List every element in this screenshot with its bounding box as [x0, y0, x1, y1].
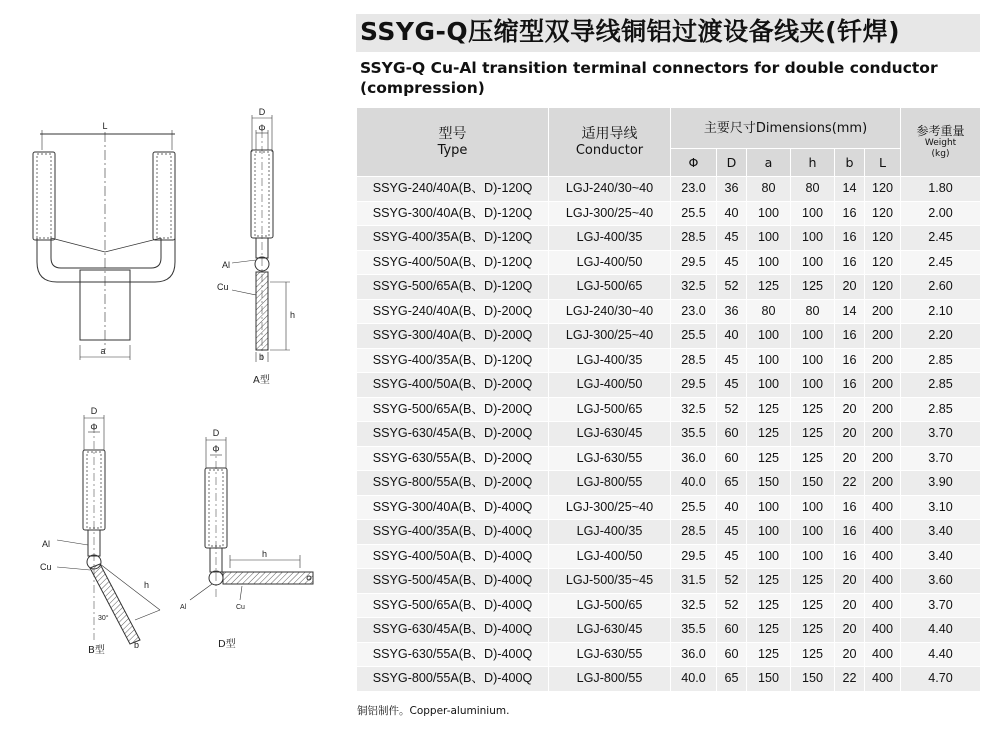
cell-phi: 25.5: [671, 201, 717, 226]
cell-b: 14: [835, 177, 865, 202]
cell-conductor: LGJ-400/35: [549, 348, 671, 373]
cell-type: SSYG-630/55A(B、D)-200Q: [357, 446, 549, 471]
header-dim-h: h: [791, 149, 835, 177]
cell-h: 125: [791, 275, 835, 300]
cell-weight: 2.60: [901, 275, 981, 300]
cell-a: 125: [747, 569, 791, 594]
cell-type: SSYG-630/45A(B、D)-200Q: [357, 422, 549, 447]
cell-l: 120: [865, 250, 901, 275]
cell-d: 60: [717, 642, 747, 667]
cell-h: 125: [791, 642, 835, 667]
b-type-label-D: D: [90, 406, 98, 416]
cell-l: 400: [865, 593, 901, 618]
cell-l: 200: [865, 446, 901, 471]
cell-d: 45: [717, 348, 747, 373]
cell-b: 20: [835, 593, 865, 618]
cell-phi: 35.5: [671, 422, 717, 447]
cell-l: 120: [865, 177, 901, 202]
b-type-label-b: b: [134, 640, 140, 650]
d-type-label-D: D: [212, 428, 220, 438]
a-type-caption: A型: [253, 375, 270, 386]
d-type-label-al: Al: [180, 604, 187, 611]
cell-a: 100: [747, 348, 791, 373]
cell-d: 52: [717, 569, 747, 594]
cell-b: 16: [835, 201, 865, 226]
cell-type: SSYG-800/55A(B、D)-400Q: [357, 667, 549, 692]
cell-a: 100: [747, 520, 791, 545]
cell-d: 52: [717, 397, 747, 422]
cell-phi: 23.0: [671, 299, 717, 324]
table-row: [357, 520, 981, 545]
header-weight: 参考重量 Weight (kg): [901, 108, 981, 177]
main-view-label-L: L: [102, 121, 108, 131]
footnote: 铜铝制件。Copper-aluminium.: [357, 705, 510, 717]
spec-table-body: [357, 177, 981, 692]
cell-a: 100: [747, 226, 791, 251]
cell-d: 40: [717, 324, 747, 349]
cell-weight: 3.10: [901, 495, 981, 520]
cell-l: 120: [865, 226, 901, 251]
cell-phi: 23.0: [671, 177, 717, 202]
table-row: [357, 397, 981, 422]
cell-a: 80: [747, 177, 791, 202]
cell-a: 100: [747, 373, 791, 398]
cell-a: 125: [747, 618, 791, 643]
header-dim-phi: Φ: [671, 149, 717, 177]
cell-h: 125: [791, 569, 835, 594]
cell-type: SSYG-300/40A(B、D)-400Q: [357, 495, 549, 520]
cell-conductor: LGJ-240/30~40: [549, 177, 671, 202]
cell-h: 100: [791, 348, 835, 373]
cell-b: 16: [835, 520, 865, 545]
cell-weight: 2.85: [901, 397, 981, 422]
cell-phi: 29.5: [671, 250, 717, 275]
cell-weight: 3.60: [901, 569, 981, 594]
b-type-label-phi: Φ: [90, 422, 98, 432]
b-type-label-h: h: [144, 580, 150, 590]
table-row: [357, 226, 981, 251]
cell-conductor: LGJ-500/65: [549, 275, 671, 300]
b-type-drawing: [57, 415, 160, 644]
cell-h: 125: [791, 397, 835, 422]
cell-d: 52: [717, 275, 747, 300]
table-row: [357, 495, 981, 520]
cell-d: 60: [717, 618, 747, 643]
cell-weight: 3.70: [901, 446, 981, 471]
spec-table: [356, 107, 981, 692]
cell-d: 65: [717, 471, 747, 496]
table-row: [357, 471, 981, 496]
a-type-label-D: D: [258, 107, 266, 117]
cell-phi: 32.5: [671, 397, 717, 422]
cell-conductor: LGJ-500/65: [549, 593, 671, 618]
cell-conductor: LGJ-240/30~40: [549, 299, 671, 324]
cell-b: 16: [835, 324, 865, 349]
cell-type: SSYG-400/35A(B、D)-120Q: [357, 226, 549, 251]
b-type-caption: B型: [88, 645, 105, 656]
cell-b: 20: [835, 422, 865, 447]
cell-weight: 3.40: [901, 544, 981, 569]
page-title: SSYG-Q压缩型双导线铜铝过渡设备线夹(钎焊): [360, 17, 900, 46]
cell-phi: 31.5: [671, 569, 717, 594]
header-dimensions: 主要尺寸Dimensions(mm): [671, 108, 901, 149]
cell-phi: 32.5: [671, 593, 717, 618]
cell-l: 200: [865, 299, 901, 324]
header-type: 型号 Type: [357, 108, 549, 177]
cell-h: 125: [791, 422, 835, 447]
cell-b: 16: [835, 373, 865, 398]
cell-type: SSYG-400/50A(B、D)-400Q: [357, 544, 549, 569]
cell-h: 150: [791, 667, 835, 692]
table-row: [357, 593, 981, 618]
a-type-label-b: b: [259, 352, 265, 362]
table-row: [357, 422, 981, 447]
cell-a: 125: [747, 642, 791, 667]
cell-h: 125: [791, 446, 835, 471]
cell-a: 125: [747, 446, 791, 471]
cell-d: 52: [717, 593, 747, 618]
cell-phi: 32.5: [671, 275, 717, 300]
cell-type: SSYG-500/65A(B、D)-200Q: [357, 397, 549, 422]
cell-b: 22: [835, 667, 865, 692]
b-type-label-angle: 30°: [98, 615, 109, 622]
table-row: [357, 201, 981, 226]
cell-d: 45: [717, 373, 747, 398]
cell-conductor: LGJ-300/25~40: [549, 324, 671, 349]
cell-weight: 2.45: [901, 250, 981, 275]
cell-h: 125: [791, 618, 835, 643]
cell-l: 200: [865, 397, 901, 422]
cell-b: 20: [835, 397, 865, 422]
table-row: [357, 569, 981, 594]
cell-conductor: LGJ-630/55: [549, 642, 671, 667]
cell-b: 20: [835, 569, 865, 594]
cell-a: 150: [747, 471, 791, 496]
cell-conductor: LGJ-400/50: [549, 373, 671, 398]
table-row: [357, 348, 981, 373]
cell-b: 16: [835, 495, 865, 520]
cell-a: 100: [747, 324, 791, 349]
cell-phi: 25.5: [671, 495, 717, 520]
cell-h: 100: [791, 201, 835, 226]
cell-type: SSYG-240/40A(B、D)-120Q: [357, 177, 549, 202]
cell-type: SSYG-630/55A(B、D)-400Q: [357, 642, 549, 667]
cell-l: 120: [865, 201, 901, 226]
cell-l: 200: [865, 422, 901, 447]
cell-type: SSYG-500/65A(B、D)-120Q: [357, 275, 549, 300]
cell-phi: 28.5: [671, 520, 717, 545]
cell-l: 400: [865, 618, 901, 643]
table-row: [357, 299, 981, 324]
table-row: [357, 544, 981, 569]
cell-d: 45: [717, 544, 747, 569]
cell-d: 40: [717, 495, 747, 520]
page-subtitle: SSYG-Q Cu-Al transition terminal connectors for double conductor (compression): [360, 59, 938, 97]
cell-l: 120: [865, 275, 901, 300]
cell-conductor: LGJ-800/55: [549, 667, 671, 692]
d-type-drawing: [190, 437, 313, 600]
a-type-drawing: [232, 115, 290, 362]
cell-a: 125: [747, 275, 791, 300]
cell-weight: 1.80: [901, 177, 981, 202]
cell-conductor: LGJ-400/50: [549, 544, 671, 569]
cell-weight: 2.20: [901, 324, 981, 349]
cell-l: 400: [865, 495, 901, 520]
cell-weight: 3.90: [901, 471, 981, 496]
table-row: [357, 324, 981, 349]
cell-a: 150: [747, 667, 791, 692]
header-dim-d: D: [717, 149, 747, 177]
table-row: [357, 618, 981, 643]
cell-a: 80: [747, 299, 791, 324]
table-row: [357, 275, 981, 300]
cell-d: 60: [717, 422, 747, 447]
cell-l: 200: [865, 373, 901, 398]
cell-b: 16: [835, 348, 865, 373]
b-type-label-cu: Cu: [40, 562, 52, 572]
table-row: [357, 667, 981, 692]
d-type-label-h: h: [262, 549, 268, 559]
technical-drawings: [0, 0, 350, 729]
cell-conductor: LGJ-300/25~40: [549, 495, 671, 520]
table-row: [357, 250, 981, 275]
cell-b: 20: [835, 446, 865, 471]
cell-type: SSYG-400/35A(B、D)-120Q: [357, 348, 549, 373]
a-type-label-cu: Cu: [217, 282, 229, 292]
cell-type: SSYG-300/40A(B、D)-200Q: [357, 324, 549, 349]
cell-h: 100: [791, 520, 835, 545]
cell-b: 16: [835, 544, 865, 569]
cell-phi: 40.0: [671, 471, 717, 496]
cell-l: 400: [865, 642, 901, 667]
cell-type: SSYG-630/45A(B、D)-400Q: [357, 618, 549, 643]
cell-weight: 4.40: [901, 642, 981, 667]
cell-b: 14: [835, 299, 865, 324]
a-type-label-phi: Φ: [258, 123, 266, 133]
cell-h: 100: [791, 324, 835, 349]
cell-b: 22: [835, 471, 865, 496]
cell-weight: 2.10: [901, 299, 981, 324]
cell-phi: 25.5: [671, 324, 717, 349]
cell-type: SSYG-400/50A(B、D)-120Q: [357, 250, 549, 275]
cell-h: 100: [791, 544, 835, 569]
cell-weight: 2.45: [901, 226, 981, 251]
cell-l: 200: [865, 348, 901, 373]
table-row: [357, 373, 981, 398]
cell-h: 100: [791, 495, 835, 520]
d-type-caption: D型: [218, 639, 236, 650]
cell-weight: 3.40: [901, 520, 981, 545]
d-type-label-phi: Φ: [212, 444, 220, 454]
cell-h: 100: [791, 226, 835, 251]
cell-a: 100: [747, 544, 791, 569]
cell-l: 200: [865, 471, 901, 496]
cell-h: 100: [791, 373, 835, 398]
cell-weight: 2.85: [901, 348, 981, 373]
cell-d: 65: [717, 667, 747, 692]
cell-a: 100: [747, 201, 791, 226]
cell-a: 125: [747, 422, 791, 447]
header-dim-a: a: [747, 149, 791, 177]
cell-weight: 4.70: [901, 667, 981, 692]
cell-weight: 2.00: [901, 201, 981, 226]
cell-conductor: LGJ-800/55: [549, 471, 671, 496]
cell-h: 80: [791, 299, 835, 324]
cell-phi: 29.5: [671, 373, 717, 398]
cell-a: 125: [747, 593, 791, 618]
cell-phi: 36.0: [671, 642, 717, 667]
cell-conductor: LGJ-630/45: [549, 618, 671, 643]
cell-l: 400: [865, 520, 901, 545]
cell-conductor: LGJ-400/35: [549, 226, 671, 251]
cell-d: 40: [717, 201, 747, 226]
cell-phi: 35.5: [671, 618, 717, 643]
cell-type: SSYG-400/50A(B、D)-200Q: [357, 373, 549, 398]
cell-b: 16: [835, 250, 865, 275]
cell-h: 100: [791, 250, 835, 275]
cell-type: SSYG-400/35A(B、D)-400Q: [357, 520, 549, 545]
cell-l: 200: [865, 324, 901, 349]
cell-d: 45: [717, 520, 747, 545]
cell-weight: 3.70: [901, 593, 981, 618]
cell-h: 150: [791, 471, 835, 496]
cell-type: SSYG-300/40A(B、D)-120Q: [357, 201, 549, 226]
cell-a: 100: [747, 495, 791, 520]
b-type-label-al: Al: [42, 539, 51, 549]
cell-type: SSYG-800/55A(B、D)-200Q: [357, 471, 549, 496]
a-type-label-h: h: [290, 310, 296, 320]
cell-h: 125: [791, 593, 835, 618]
main-view-drawing: [33, 130, 175, 360]
cell-a: 100: [747, 250, 791, 275]
header-dim-b: b: [835, 149, 865, 177]
cell-conductor: LGJ-300/25~40: [549, 201, 671, 226]
cell-conductor: LGJ-630/55: [549, 446, 671, 471]
cell-conductor: LGJ-630/45: [549, 422, 671, 447]
cell-b: 20: [835, 642, 865, 667]
table-row: [357, 177, 981, 202]
table-row: [357, 642, 981, 667]
cell-conductor: LGJ-500/35~45: [549, 569, 671, 594]
cell-d: 36: [717, 177, 747, 202]
header-conductor: 适用导线 Conductor: [549, 108, 671, 177]
cell-l: 400: [865, 667, 901, 692]
cell-h: 80: [791, 177, 835, 202]
main-view-label-a: a: [100, 346, 106, 356]
cell-type: SSYG-500/65A(B、D)-400Q: [357, 593, 549, 618]
cell-type: SSYG-240/40A(B、D)-200Q: [357, 299, 549, 324]
cell-b: 20: [835, 618, 865, 643]
header-dim-l: L: [865, 149, 901, 177]
cell-phi: 29.5: [671, 544, 717, 569]
cell-b: 16: [835, 226, 865, 251]
cell-d: 45: [717, 250, 747, 275]
cell-d: 60: [717, 446, 747, 471]
cell-l: 400: [865, 544, 901, 569]
cell-l: 400: [865, 569, 901, 594]
cell-a: 125: [747, 397, 791, 422]
table-row: [357, 446, 981, 471]
cell-type: SSYG-500/45A(B、D)-400Q: [357, 569, 549, 594]
cell-phi: 40.0: [671, 667, 717, 692]
cell-b: 20: [835, 275, 865, 300]
d-type-label-cu: Cu: [236, 604, 245, 611]
cell-phi: 28.5: [671, 226, 717, 251]
cell-weight: 2.85: [901, 373, 981, 398]
cell-conductor: LGJ-400/35: [549, 520, 671, 545]
cell-d: 36: [717, 299, 747, 324]
cell-d: 45: [717, 226, 747, 251]
cell-phi: 36.0: [671, 446, 717, 471]
cell-conductor: LGJ-400/50: [549, 250, 671, 275]
cell-weight: 3.70: [901, 422, 981, 447]
cell-conductor: LGJ-500/65: [549, 397, 671, 422]
cell-weight: 4.40: [901, 618, 981, 643]
cell-phi: 28.5: [671, 348, 717, 373]
a-type-label-al: Al: [222, 260, 231, 270]
